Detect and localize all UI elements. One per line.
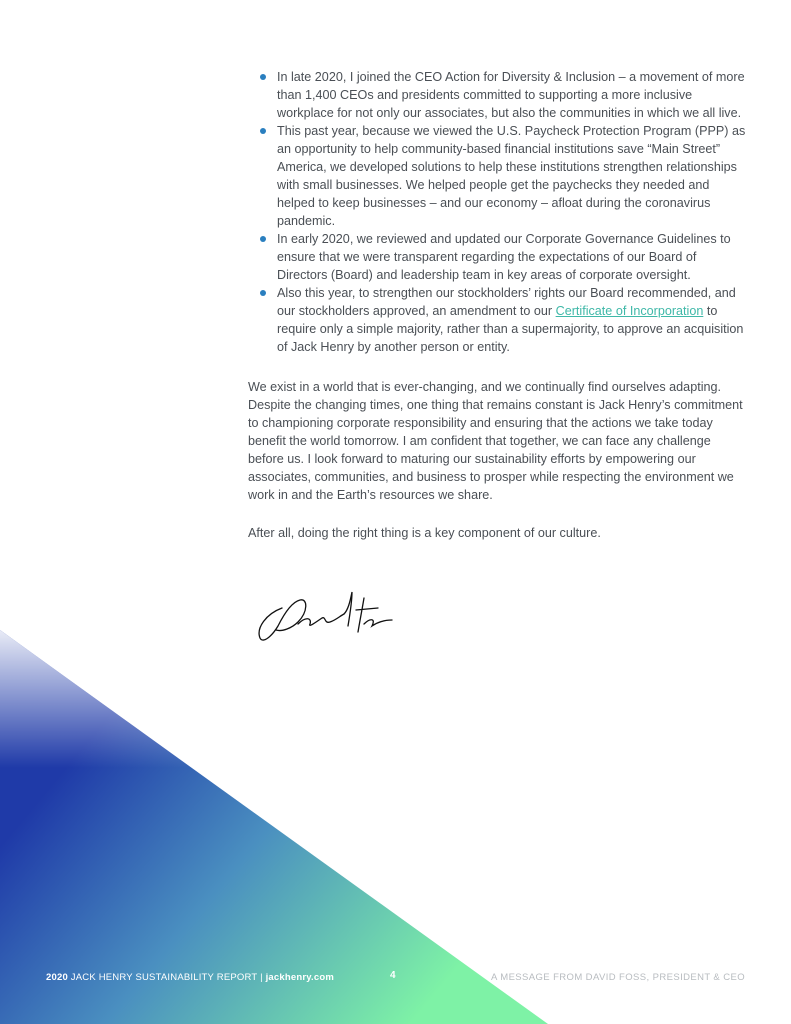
list-item-text: This past year, because we viewed the U.S. Paycheck Protection Program (PPP) as an opportunity to help community-based financial institutions save “Main Street” America, we developed solutions to help these institutions strengthen relationships with small businesses. We helped people get the paychecks they needed and helped to keep businesses – and our economy – afloat during the coronavirus pandemic. <box>277 124 746 228</box>
footer-separator: | <box>260 972 263 983</box>
page-footer <box>0 968 791 988</box>
footer-section-title: A MESSAGE FROM DAVID FOSS, PRESIDENT & CEO <box>491 972 745 983</box>
footer-year: 2020 <box>46 972 68 983</box>
list-item-text: In late 2020, I joined the CEO Action for Diversity & Inclusion – a movement of more than 1,400 CEOs and presidents committed to supporting a more inclusive workplace for not only our associates, but also the communities in which we all live. <box>277 70 745 120</box>
bullet-icon <box>260 236 266 242</box>
footer-website-link[interactable]: jackhenry.com <box>265 972 335 983</box>
footer-report-info <box>46 972 334 983</box>
letter-body <box>248 68 748 542</box>
ceo-signature <box>252 588 402 648</box>
certificate-of-incorporation-link[interactable]: Certificate of Incorporation <box>555 304 704 318</box>
list-item <box>248 68 748 122</box>
list-item-text-after-link: to require only a simple majority, rather than a supermajority, to approve an acquisition of Jack Henry by another person or entity. <box>277 304 744 354</box>
closing-paragraph: We exist in a world that is ever-changing, and we continually find ourselves adapting. Despite the changing times, one thing that remains constant is Jack Henry’s commitment to championing corporate responsibility and ensuring that the actions we take today benefit the world tomorrow. I am confident that together, we can face any challenge before us. I look forward to maturing our sustainability efforts by empowering our associates, communities, and business to prosper while respecting the environment we work in and the Earth’s resources we share. <box>248 380 743 502</box>
bullet-icon <box>260 290 266 296</box>
closing-statement: After all, doing the right thing is a key component of our culture. <box>248 526 601 540</box>
list-item <box>248 284 748 356</box>
list-item-text: In early 2020, we reviewed and updated our Corporate Governance Guidelines to ensure that we were transparent regarding the expectations of our Board of Directors (Board) and leadership team in key areas of corporate oversight. <box>277 232 731 282</box>
list-item-text-before-link: Also this year, to strengthen our stockholders’ rights our Board recommended, and our stockholders approved, an amendment to our <box>277 286 736 318</box>
list-item <box>248 122 748 230</box>
list-item <box>248 230 748 284</box>
page-number: 4 <box>390 970 396 981</box>
footer-report-title: JACK HENRY SUSTAINABILITY REPORT <box>70 972 258 983</box>
bullet-icon <box>260 74 266 80</box>
accomplishments-list <box>248 68 748 356</box>
bullet-icon <box>260 128 266 134</box>
